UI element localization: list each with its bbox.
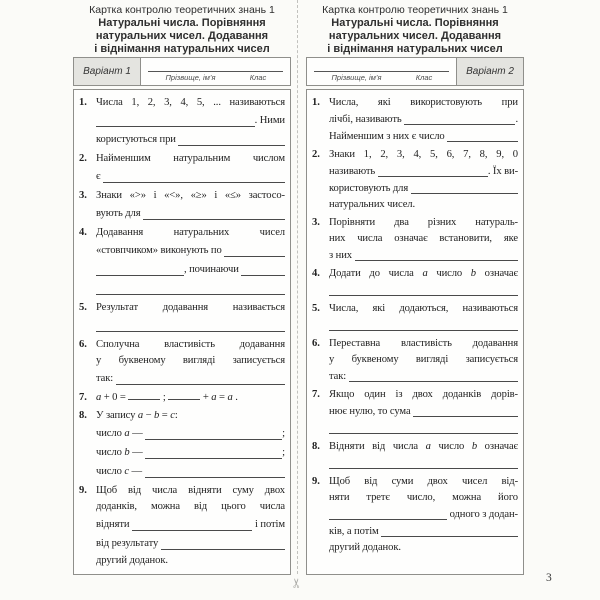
name-class-zone	[141, 58, 290, 85]
question-text: означає	[477, 441, 518, 452]
question-item	[78, 188, 285, 223]
question-item	[311, 336, 518, 385]
question-text: них числа означає встановити, яке	[329, 233, 518, 244]
question-text: натуральних чисел.	[329, 199, 416, 210]
question-body	[329, 439, 518, 472]
question-line	[329, 403, 518, 420]
question-line	[329, 231, 518, 247]
question-line	[96, 462, 285, 481]
question-text: Результат додавання називається	[96, 302, 285, 313]
question-text: Числа 1, 2, 3, 4, 5, ... називаються	[96, 97, 285, 108]
question-text: ;	[282, 447, 285, 458]
question-text: —	[128, 466, 145, 477]
question-text: Числа, які додаються, називаються	[329, 303, 518, 314]
class-caption: Клас	[415, 73, 433, 82]
question-number: 8.	[312, 441, 320, 452]
question-text: число	[427, 268, 471, 279]
answer-blank-line	[161, 534, 285, 550]
question-text: Сполучна властивість додавання	[96, 339, 285, 350]
question-text: «стовпчиком» виконують по	[96, 245, 225, 256]
question-text: , починаючи	[184, 264, 242, 275]
question-body	[329, 336, 518, 385]
writing-line-captions	[148, 73, 283, 82]
class-caption: Клас	[249, 73, 267, 82]
question-line	[96, 353, 285, 369]
question-text: =	[159, 410, 171, 421]
answer-blank-line	[132, 515, 252, 531]
question-text: Порівняти два різних натураль-	[329, 217, 518, 228]
question-line	[96, 130, 285, 149]
question-line	[329, 301, 518, 317]
answer-blank-line	[96, 260, 184, 276]
answer-blank-line	[168, 391, 200, 400]
card-title-block	[73, 0, 291, 56]
question-item	[78, 151, 285, 186]
card-topic-line-2: натуральних чисел. Додавання	[328, 30, 502, 42]
question-item	[311, 215, 518, 264]
question-body	[96, 483, 285, 569]
question-body	[329, 266, 518, 299]
question-text: лічбі, називають	[329, 114, 405, 125]
question-item	[78, 408, 285, 481]
question-line	[96, 390, 285, 406]
question-item	[78, 483, 285, 569]
question-text: другий доданок.	[329, 542, 401, 553]
question-text: у буквеному вигляді записується	[96, 355, 285, 366]
question-text: ;	[160, 392, 169, 403]
question-line	[96, 515, 285, 534]
question-line	[96, 111, 285, 130]
question-number: 2.	[312, 149, 320, 160]
question-body	[96, 337, 285, 388]
question-text: −	[143, 410, 155, 421]
answer-blank-line	[355, 247, 518, 261]
question-body	[96, 151, 285, 186]
math-variable: c	[170, 410, 175, 421]
question-number: 5.	[79, 302, 87, 313]
question-line	[96, 534, 285, 553]
answer-blank-line	[329, 420, 518, 434]
card-topic-line-1: Натуральні числа. Порівняння	[331, 17, 499, 29]
math-variable: a	[422, 268, 428, 279]
name-writing-line	[314, 71, 449, 72]
question-text: так:	[329, 371, 349, 382]
question-line	[329, 95, 518, 111]
question-item	[311, 301, 518, 334]
answer-blank-line	[96, 279, 285, 295]
question-number: 6.	[312, 338, 320, 349]
answer-blank-line	[143, 204, 285, 220]
answer-blank-line	[145, 462, 285, 478]
question-text: доданків, можна від цього числа	[96, 501, 285, 512]
question-body	[329, 387, 518, 437]
question-text: Найменшим натуральним числом	[96, 153, 285, 164]
question-text: :	[174, 410, 178, 421]
question-item	[311, 147, 518, 213]
question-line	[329, 197, 518, 213]
writing-line-captions	[314, 73, 449, 82]
name-class-zone	[307, 58, 456, 85]
question-line	[329, 490, 518, 506]
question-line	[96, 279, 285, 298]
card-topic-line-3: і віднімання натуральних чисел	[327, 43, 503, 55]
question-number: 4.	[79, 227, 87, 238]
answer-blank-line	[96, 111, 255, 127]
question-text: . Їх ви-	[487, 166, 518, 177]
question-line	[96, 204, 285, 223]
answer-blank-line	[378, 163, 488, 177]
question-item	[78, 300, 285, 335]
question-text: відняти	[96, 519, 133, 530]
surname-caption: Прізвище, ім’я	[165, 73, 216, 82]
question-line	[96, 499, 285, 515]
question-text: У запису	[96, 410, 138, 421]
answer-blank-line	[116, 369, 285, 385]
question-body	[329, 215, 518, 264]
question-line	[96, 408, 285, 424]
question-item	[78, 225, 285, 298]
question-body	[96, 95, 285, 149]
question-text: —	[129, 447, 146, 458]
question-line	[329, 474, 518, 490]
question-body	[329, 301, 518, 334]
question-text: .	[232, 392, 238, 403]
question-line	[96, 483, 285, 499]
question-number: 1.	[312, 97, 320, 108]
question-line	[96, 369, 285, 388]
answer-blank-line	[329, 506, 447, 520]
question-number: 8.	[79, 410, 87, 421]
question-number: 7.	[79, 392, 87, 403]
question-line	[96, 443, 285, 462]
question-line	[329, 247, 518, 264]
question-text: число	[96, 466, 125, 477]
question-line	[96, 241, 285, 260]
math-variable: a	[227, 392, 233, 403]
question-text: + 0 =	[101, 392, 129, 403]
question-text: означає	[476, 268, 518, 279]
question-line	[329, 506, 518, 523]
question-line	[329, 523, 518, 540]
question-line	[96, 553, 285, 569]
answer-blank-line	[103, 167, 285, 183]
card-topic-line-2: натуральних чисел. Додавання	[95, 30, 269, 42]
math-variable: b	[124, 447, 130, 458]
question-line	[329, 215, 518, 231]
question-number: 7.	[312, 389, 320, 400]
question-text: число	[430, 441, 472, 452]
answer-blank-line	[224, 241, 285, 257]
question-line	[329, 420, 518, 437]
question-line	[329, 439, 518, 455]
question-text: нює нулю, то сума	[329, 406, 414, 417]
question-line	[329, 128, 518, 145]
question-number: 4.	[312, 268, 320, 279]
card-series-title: Картка контролю теоретичних знань 1	[322, 4, 508, 16]
card-title-block	[306, 0, 524, 56]
question-text: другий доданок.	[96, 555, 168, 566]
question-text: Знаки «>» і «<», «≥» і «≤» застосо-	[96, 190, 285, 201]
card-topic-line-3: і віднімання натуральних чисел	[94, 43, 270, 55]
question-line	[329, 282, 518, 299]
variant-label: Варіант 1	[74, 58, 141, 85]
question-line	[329, 266, 518, 282]
question-line	[96, 151, 285, 167]
answer-blank-line	[349, 368, 518, 382]
question-line	[329, 387, 518, 403]
question-text: Щоб від суми двох чисел від-	[329, 476, 518, 487]
question-number: 3.	[79, 190, 87, 201]
answer-blank-line	[329, 317, 518, 331]
answer-blank-line	[178, 130, 285, 146]
question-number: 5.	[312, 303, 320, 314]
question-text: одного з додан-	[447, 509, 518, 520]
question-body	[96, 408, 285, 481]
question-text: називають	[329, 166, 378, 177]
question-body	[329, 147, 518, 213]
question-text: користуються при	[96, 134, 179, 145]
cut-dashed-line	[297, 0, 298, 574]
question-line	[96, 225, 285, 241]
question-line	[96, 95, 285, 111]
answer-blank-line	[329, 455, 518, 469]
question-text: ків, а потім	[329, 526, 382, 537]
question-line	[96, 188, 285, 204]
card-series-title: Картка контролю теоретичних знань 1	[89, 4, 275, 16]
question-text: . Ними	[254, 115, 285, 126]
question-text: Знаки 1, 2, 3, 4, 5, 6, 7, 8, 9, 0	[329, 149, 518, 160]
question-line	[96, 260, 285, 279]
question-line	[96, 316, 285, 335]
question-text: число	[96, 428, 125, 439]
question-line	[329, 368, 518, 385]
question-line	[329, 336, 518, 352]
math-variable: a	[124, 428, 130, 439]
question-text: .	[515, 114, 518, 125]
question-line	[96, 300, 285, 316]
question-text: у буквеному вигляді записується	[329, 354, 518, 365]
math-variable: a	[137, 410, 144, 421]
question-line	[329, 111, 518, 128]
question-line	[329, 540, 518, 556]
card-topic-line-1: Натуральні числа. Порівняння	[98, 17, 266, 29]
question-item	[311, 95, 518, 145]
answer-blank-line	[411, 180, 518, 194]
question-line	[329, 455, 518, 472]
answer-blank-line	[145, 424, 282, 440]
card-variant-1	[73, 0, 291, 575]
question-body	[96, 390, 285, 406]
math-variable: b	[154, 410, 160, 421]
answer-blank-line	[381, 523, 518, 537]
question-text: =	[216, 392, 228, 403]
answer-blank-line	[96, 316, 285, 332]
surname-caption: Прізвище, ім’я	[331, 73, 382, 82]
question-text: є	[96, 171, 103, 182]
question-text: няти третє число, можна його	[329, 492, 518, 503]
question-line	[329, 147, 518, 163]
variant-header-row	[306, 57, 524, 86]
question-text: користовують для	[329, 183, 411, 194]
math-variable: c	[124, 466, 129, 477]
name-writing-line	[148, 71, 283, 72]
question-number: 9.	[79, 485, 87, 496]
answer-blank-line	[447, 128, 518, 142]
question-text: і потім	[252, 519, 285, 530]
question-text: Додавання натуральних чисел	[96, 227, 285, 238]
question-text: Якщо один із двох доданків дорів-	[329, 389, 518, 400]
question-line	[329, 352, 518, 368]
question-text: +	[200, 392, 212, 403]
question-line	[329, 180, 518, 197]
question-line	[329, 317, 518, 334]
answer-blank-line	[329, 282, 518, 296]
question-text: Додати до числа	[329, 268, 423, 279]
question-text: Числа, які використовують при	[329, 97, 518, 108]
question-item	[311, 387, 518, 437]
question-number: 6.	[79, 339, 87, 350]
math-variable: a	[96, 392, 102, 403]
page-number: 3	[546, 572, 552, 584]
question-body	[329, 474, 518, 556]
question-text: з них	[329, 250, 355, 261]
answer-blank-line	[413, 403, 518, 417]
scissors-icon: ✂	[290, 577, 305, 589]
question-number: 1.	[79, 97, 87, 108]
question-body	[329, 95, 518, 145]
question-text: Переставна властивість додавання	[329, 338, 518, 349]
question-item	[311, 474, 518, 556]
question-item	[78, 337, 285, 388]
question-line	[96, 337, 285, 353]
answer-blank-line	[145, 443, 282, 459]
question-body	[96, 225, 285, 298]
questions-box-variant-1	[73, 89, 291, 575]
question-text: вують для	[96, 208, 144, 219]
question-number: 2.	[79, 153, 87, 164]
card-variant-2	[306, 0, 524, 575]
question-text: від результату	[96, 538, 161, 549]
question-line	[96, 424, 285, 443]
math-variable: b	[471, 441, 478, 452]
question-item	[78, 390, 285, 406]
questions-box-variant-2	[306, 89, 524, 575]
question-item	[311, 439, 518, 472]
question-line	[96, 167, 285, 186]
math-variable: a	[425, 441, 431, 452]
question-body	[96, 300, 285, 335]
question-line	[329, 163, 518, 180]
question-text: Найменшим з них є число	[329, 131, 448, 142]
question-number: 3.	[312, 217, 320, 228]
math-variable: a	[211, 392, 217, 403]
answer-blank-line	[128, 391, 160, 400]
variant-label: Варіант 2	[456, 58, 523, 85]
question-text: Відняти від числа	[329, 441, 426, 452]
question-text: так:	[96, 373, 116, 384]
question-item	[78, 95, 285, 149]
question-text: ;	[282, 428, 285, 439]
question-text: Щоб від числа відняти суму двох	[96, 485, 285, 496]
answer-blank-line	[241, 260, 285, 276]
question-body	[96, 188, 285, 223]
math-variable: b	[470, 268, 476, 279]
question-text: —	[129, 428, 146, 439]
question-item	[311, 266, 518, 299]
question-text: число	[96, 447, 125, 458]
variant-header-row	[73, 57, 291, 86]
answer-blank-line	[404, 111, 515, 125]
question-number: 9.	[312, 476, 320, 487]
